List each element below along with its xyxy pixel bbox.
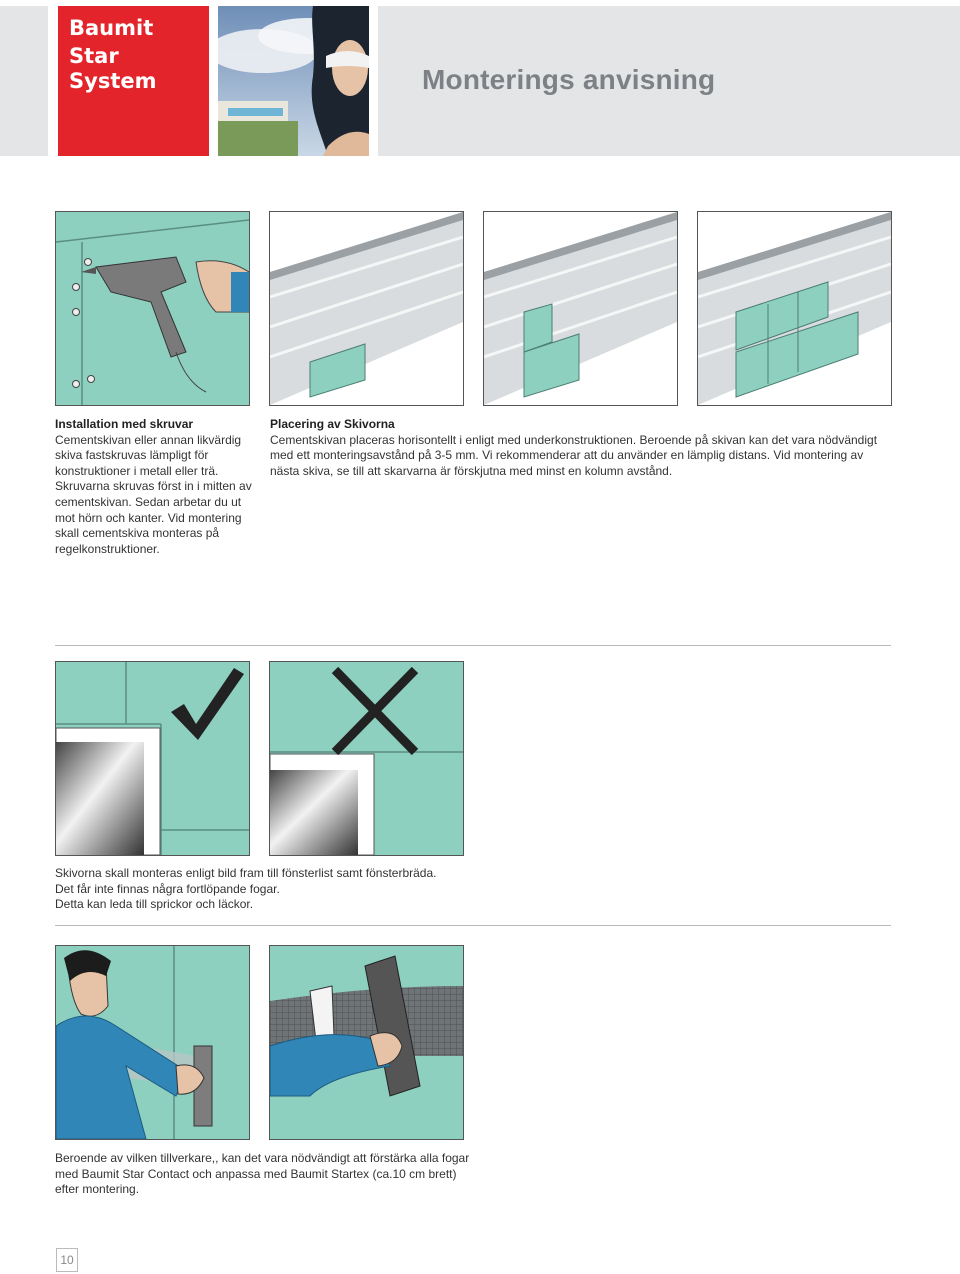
install-line: skiva fastskruvas lämpligt för	[55, 448, 209, 463]
placing-line: med ett monteringsavstånd på 3-5 mm. Vi rekommenderar att du använder en lämplig distans. Vid montering av	[270, 448, 864, 463]
illustration-drill-screwing	[55, 211, 250, 406]
placing-text-block	[270, 417, 910, 479]
window-text-block	[55, 866, 655, 913]
section-divider	[55, 925, 891, 926]
page-title: Monterings anvisning	[422, 64, 716, 95]
illustration-trowel-mesh	[269, 945, 464, 1140]
install-line: mot hörn och kanter. Vid montering	[55, 510, 242, 525]
placing-line: Cementskivan placeras horisontellt i enligt med underkonstruktionen. Beroende på skivan kan det vara nödvändigt	[270, 432, 878, 447]
reinforce-text-block	[55, 1151, 655, 1198]
header-left-band	[0, 6, 48, 156]
install-line: Skruvarna skruvas först in i mitten av	[55, 479, 252, 494]
brand-line-1: Baumit	[69, 16, 154, 40]
section-divider	[55, 645, 891, 646]
install-line: cementskivan. Sedan arbetar du ut	[55, 494, 242, 509]
illustration-window-incorrect	[269, 661, 464, 856]
install-line: regelkonstruktioner.	[55, 541, 160, 556]
window-line: Detta kan leda till sprickor och läckor.	[55, 897, 254, 912]
brand-logo	[58, 6, 209, 156]
illustration-worker-applying	[55, 945, 250, 1140]
placing-heading: Placering av Skivorna	[270, 417, 395, 431]
reinforce-line: med Baumit Star Contact och anpassa med Baumit Startex (ca.10 cm brett)	[55, 1166, 457, 1181]
reinforce-line: Beroende av vilken tillverkare,, kan det vara nödvändigt att förstärka alla fogar	[55, 1151, 470, 1165]
install-line: Cementskivan eller annan likvärdig	[55, 432, 242, 447]
title-band	[378, 6, 960, 156]
header-photo	[218, 6, 369, 156]
install-line: skall cementskiva monteras på	[55, 526, 220, 541]
window-line: Skivorna skall monteras enligt bild fram till fönsterlist samt fönsterbräda.	[55, 866, 437, 880]
install-text-block	[55, 417, 265, 557]
illustration-wall-step-2	[483, 211, 678, 406]
illustration-wall-step-3	[697, 211, 892, 406]
install-line: konstruktioner i metall eller trä.	[55, 463, 219, 478]
reinforce-line: efter montering.	[55, 1182, 140, 1197]
placing-line: nästa skiva, se till att skarvarna är förskjutna med minst en kolumn avstånd.	[270, 463, 673, 478]
window-line: Det får inte finnas några fortlöpande fogar.	[55, 881, 280, 896]
illustration-wall-step-1	[269, 211, 464, 406]
install-heading: Installation med skruvar	[55, 417, 194, 431]
page-number: 10	[56, 1248, 78, 1272]
brand-line-2: Star System	[69, 44, 157, 94]
illustration-window-correct	[55, 661, 250, 856]
